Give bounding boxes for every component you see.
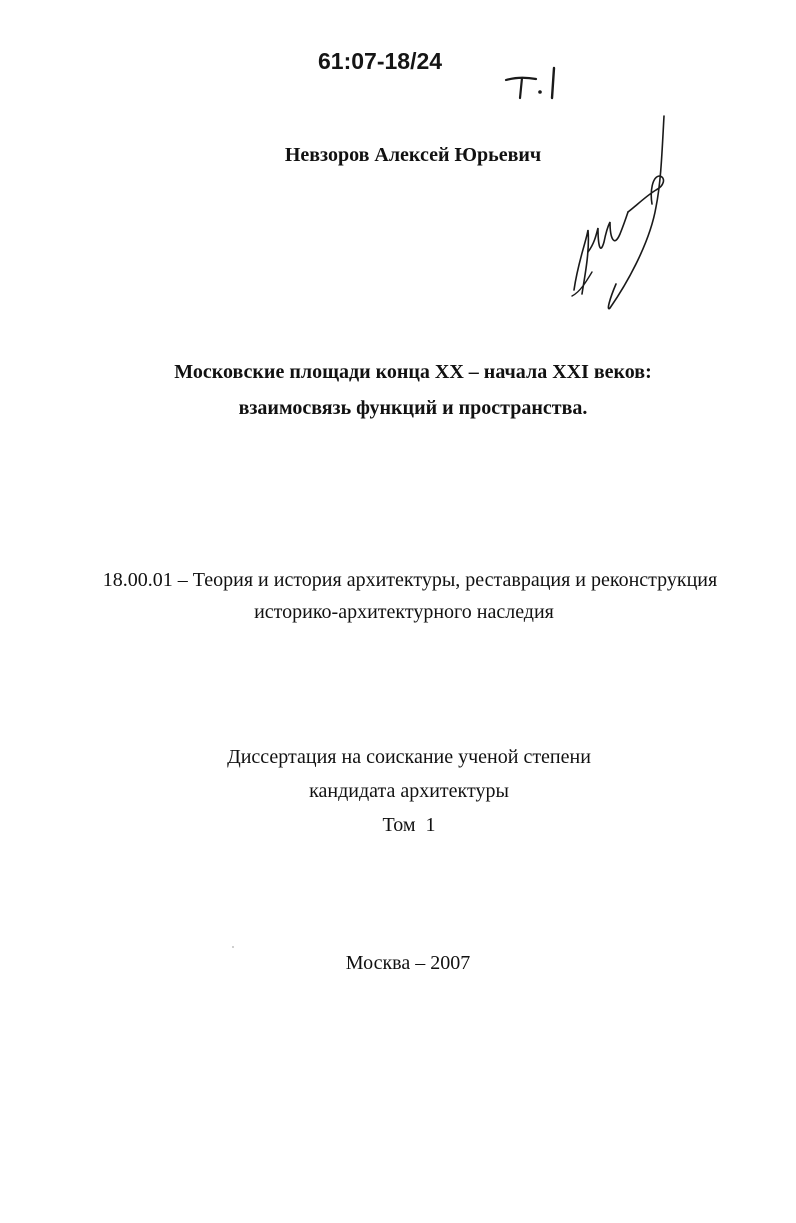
title-line-1: Московские площади конца XX – начала XXI веков: xyxy=(174,361,652,383)
degree-line-2: кандидата архитектуры xyxy=(309,780,509,802)
catalog-code: 61:07-18/24 xyxy=(318,48,443,74)
specialty-line-1: 18.00.01 – Теория и история архитектуры, реставрация и реконструкция xyxy=(102,569,718,591)
degree-line-1: Диссертация на соискание ученой степени xyxy=(227,746,591,768)
specialty-code xyxy=(0,564,796,628)
specialty-line-2: историко-архитектурного наследия xyxy=(254,601,554,623)
signature-icon xyxy=(566,112,676,316)
dissertation-title xyxy=(0,354,796,426)
volume-mark-handwritten xyxy=(500,62,570,104)
volume-label: Том 1 xyxy=(382,814,436,836)
author-name: Невзоров Алексей Юрьевич xyxy=(284,144,542,166)
title-line-2: взаимосвязь функций и пространства. xyxy=(238,397,588,419)
degree-statement xyxy=(0,740,796,842)
city-year: Москва – 2007 xyxy=(345,952,471,974)
scan-speck xyxy=(232,946,234,948)
